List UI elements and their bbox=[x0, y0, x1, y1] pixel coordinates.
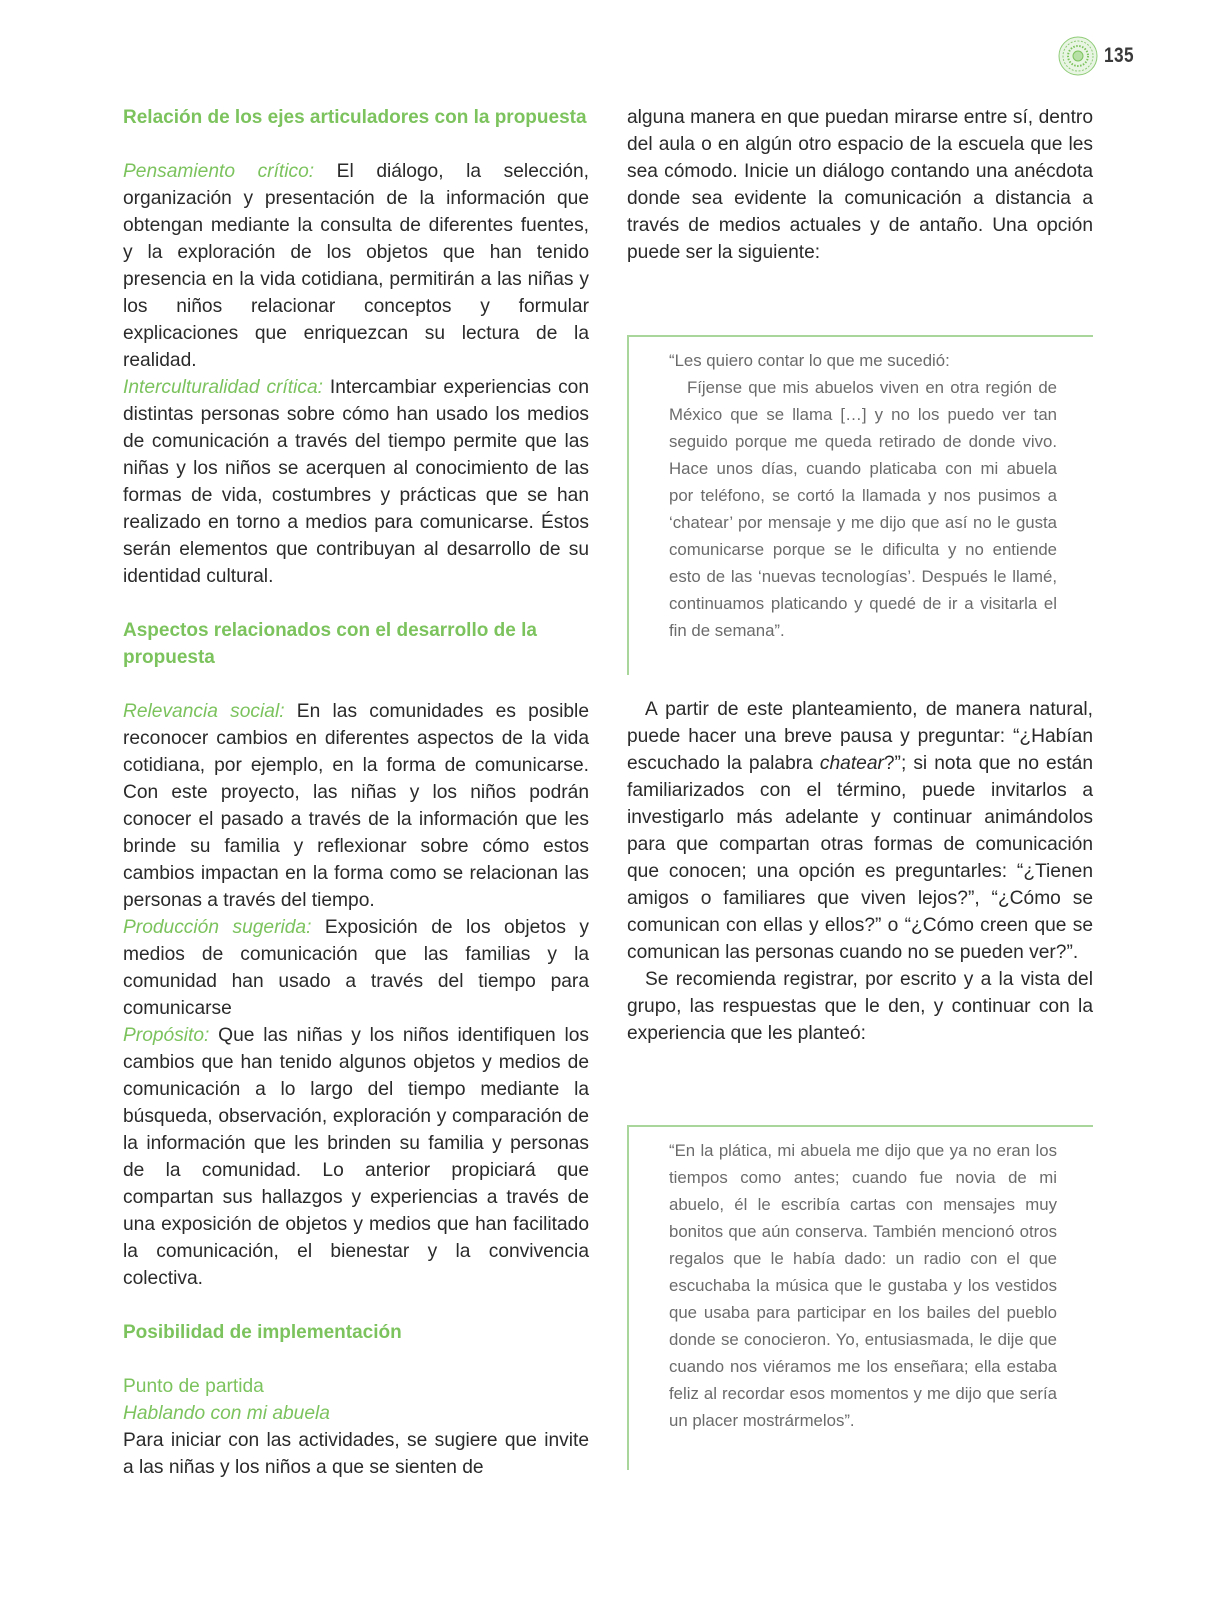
interculturalidad-paragraph bbox=[123, 374, 589, 590]
produccion-sugerida-label: Producción sugerida: bbox=[123, 917, 312, 938]
proposito-label: Propósito: bbox=[123, 1025, 210, 1046]
planteamiento-text-a: A partir de este planteamiento, de manera natural, puede hacer una breve pausa y preguntar: “¿Habían escuchado la palabra bbox=[627, 699, 1093, 774]
quote-1-opening: “Les quiero contar lo que me sucedió: bbox=[669, 351, 950, 370]
green-seal-icon bbox=[1058, 36, 1098, 76]
planteamiento-paragraph bbox=[627, 696, 1093, 966]
produccion-sugerida-paragraph bbox=[123, 914, 589, 1022]
relevancia-social-label: Relevancia social: bbox=[123, 701, 285, 722]
page-number: 135 bbox=[1104, 44, 1134, 67]
page-header bbox=[1058, 36, 1141, 76]
continuation-paragraph: alguna manera en que puedan mirarse entre sí, dentro del aula o en algún otro espacio de la escuela que les sea cómodo. Inicie un diálogo contando una anécdota donde sea evidente la comunicación a distancia a través de medios actuales y de antaño. Una opción puede ser la siguiente: bbox=[627, 107, 1093, 263]
quote-box-1 bbox=[627, 335, 1093, 675]
pensamiento-critico-label: Pensamiento crítico: bbox=[123, 161, 315, 182]
left-column bbox=[123, 104, 589, 1481]
relevancia-social-paragraph bbox=[123, 698, 589, 914]
pensamiento-critico-text: El diálogo, la selección, organización y presentación de la información que obtengan mediante la consulta de diferentes fuentes, y la exploración de los objetos que han tenido presencia en la vida cotidiana, permitirán a las niñas y los niños relacionar conceptos y formular explicaciones que enriquezcan su lectura de la realidad. bbox=[123, 161, 589, 371]
interculturalidad-label: Interculturalidad crítica: bbox=[123, 377, 323, 398]
quote-1-body: Fíjense que mis abuelos viven en otra región de México que se llama […] y no los puedo ver tan seguido porque me queda retirado de donde vivo. Hace unos días, cuando platicaba con mi abuela por teléfono, se cortó la llamada y nos pusimos a ‘chatear’ por mensaje y me dijo que así no le gusta comunicarse porque se le dificulta y no entiende esto de las ‘nuevas tecnologías’. Después le llamé, continuamos platicando y quedé de ir a visitarla el fin de semana”. bbox=[669, 378, 1057, 640]
proposito-text: Que las niñas y los niños identifiquen los cambios que han tenido algunos objetos y medios de comunicación a lo largo del tiempo mediante la búsqueda, observación, exploración y comparación de la información que les brinden su familia y personas de la comunidad. Lo anterior propiciará que compartan sus hallazgos y experiencias a través de una exposición de objetos y medios que han facilitado la comunicación, el bienestar y la convivencia colectiva. bbox=[123, 1025, 589, 1289]
produccion-sugerida-text: Exposición de los objetos y medios de comunicación que las familias y la comunidad han usado a través del tiempo para comunicarse bbox=[123, 917, 589, 1019]
section-heading-implementacion: Posibilidad de implementación bbox=[123, 1322, 402, 1343]
right-column-top bbox=[627, 104, 1093, 266]
section-heading-ejes: Relación de los ejes articuladores con la propuesta bbox=[123, 107, 587, 128]
quote-box-2 bbox=[627, 1125, 1093, 1470]
registrar-paragraph: Se recomienda registrar, por escrito y a la vista del grupo, las respuestas que le den, y continuar con la experiencia que les planteó: bbox=[627, 969, 1093, 1044]
proposito-paragraph bbox=[123, 1022, 589, 1292]
right-column-middle bbox=[627, 696, 1093, 1047]
start-paragraph: Para iniciar con las actividades, se sugiere que invite a las niñas y los niños a que se sienten de bbox=[123, 1430, 589, 1478]
subheading-hablando-con-mi-abuela: Hablando con mi abuela bbox=[123, 1403, 330, 1424]
relevancia-social-text: En las comunidades es posible reconocer cambios en diferentes aspectos de la vida cotidiana, por ejemplo, en la forma de comunicarse. Con este proyecto, las niñas y los niños podrán conocer el pasado a través de la información que les brinde su familia y reflexionar sobre cómo estos cambios impactan en la forma como se relacionan las personas a través del tiempo. bbox=[123, 701, 589, 911]
interculturalidad-text: Intercambiar experiencias con distintas personas sobre cómo han usado los medios de comunicación a través del tiempo permite que las niñas y los niños se acerquen al conocimiento de las formas de vida, costumbres y prácticas que se han realizado en torno a medios para comunicarse. Éstos serán elementos que contribuyan al desarrollo de su identidad cultural. bbox=[123, 377, 590, 587]
pensamiento-critico-paragraph bbox=[123, 158, 589, 374]
quote-2-body: “En la plática, mi abuela me dijo que ya no eran los tiempos como antes; cuando fue novia de mi abuelo, él le escribía cartas con mensajes muy bonitos que aún conserva. También mencionó otros regalos que le había dado: un radio con el que escuchaba la música que le gustaba y los vestidos que usaba para participar en los bailes del pueblo donde se conocieron. Yo, entusiasmada, le dije que cuando nos viéramos me los enseñara; ella estaba feliz al recordar esos momentos y me dijo que sería un placer mostrármelos”. bbox=[669, 1141, 1057, 1430]
section-heading-aspectos: Aspectos relacionados con el desarrollo de la propuesta bbox=[123, 620, 537, 668]
chatear-emphasis: chatear bbox=[819, 753, 884, 774]
planteamiento-text-b: ?”; si nota que no están familiarizados con el término, puede invitarlos a investigarlo más adelante y continuar animándolos para que compartan otras formas de comunicación que conocen; una opción es preguntarles: “¿Tienen amigos o familiares que viven lejos?”, “¿Cómo se comunican con ellas y ellos?” o “¿Cómo creen que se comunican las personas cuando no se pueden ver?”. bbox=[627, 753, 1093, 963]
subheading-punto-de-partida: Punto de partida bbox=[123, 1376, 264, 1397]
